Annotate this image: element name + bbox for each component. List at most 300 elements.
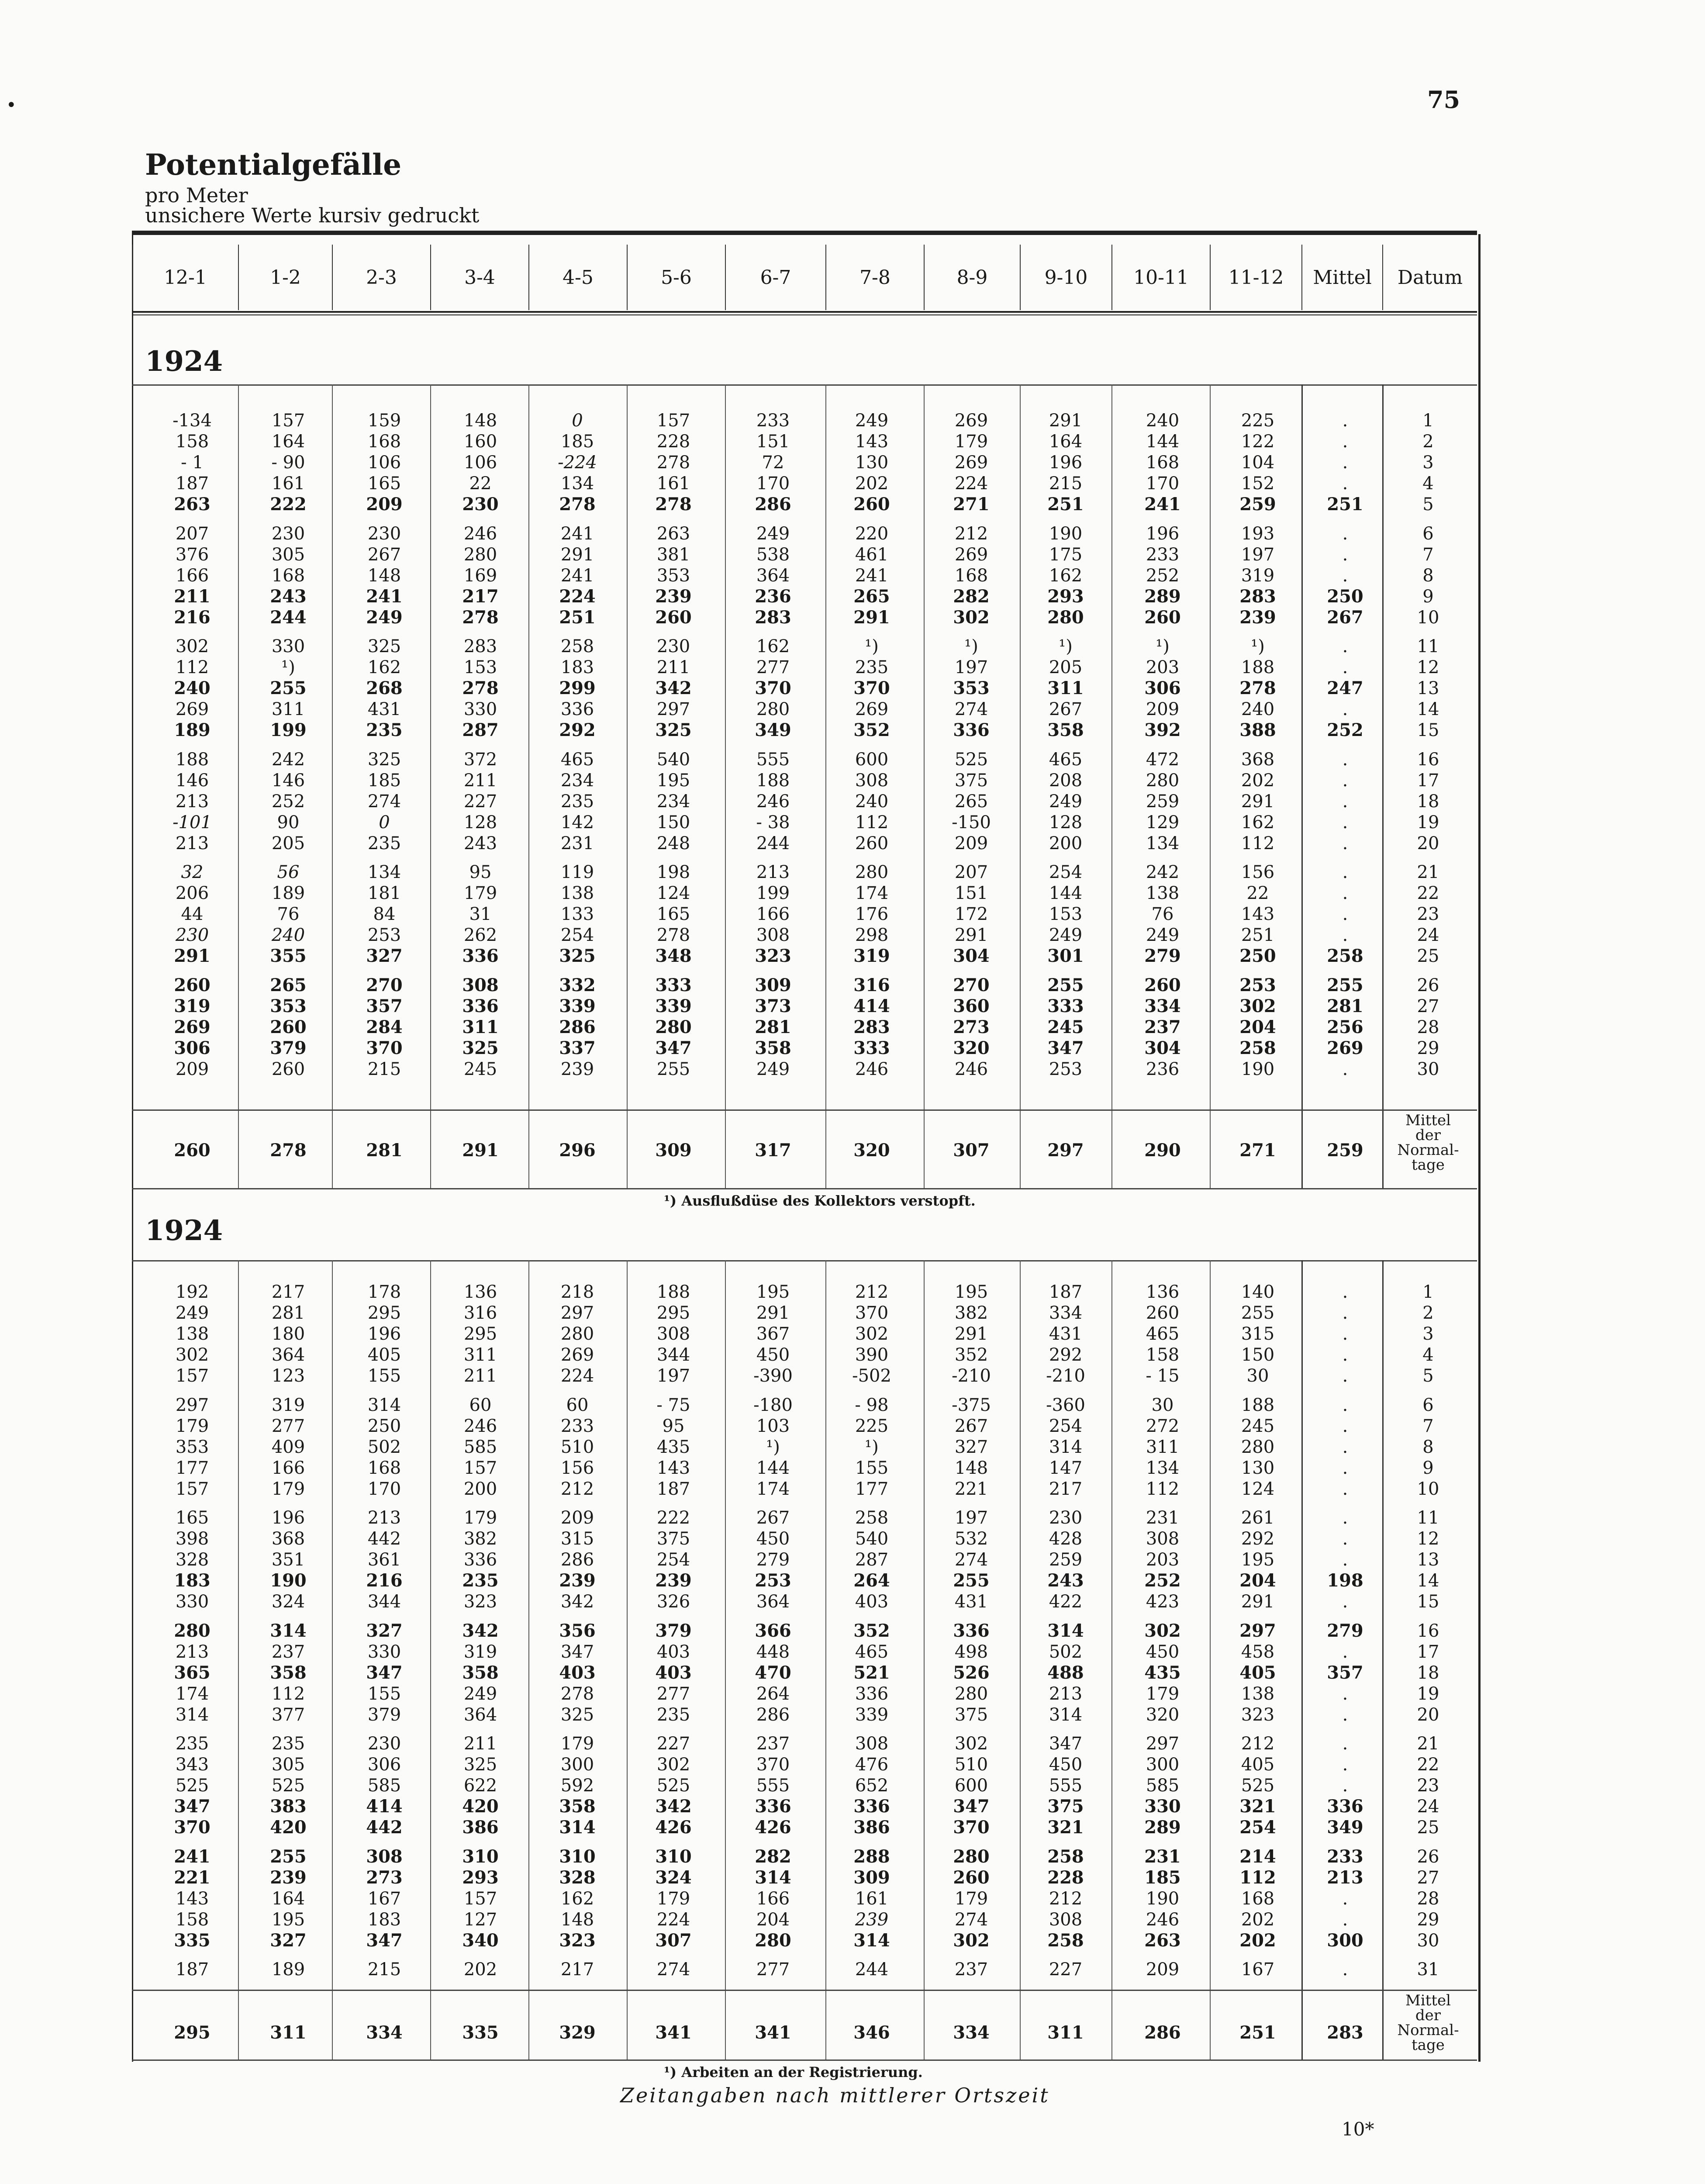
column-rule <box>627 1260 628 2060</box>
table-cell: . <box>1342 544 1348 565</box>
table-cell: 273 <box>366 1867 403 1888</box>
table-cell: 279 <box>1327 1620 1363 1641</box>
datum-cell: 8 <box>1422 1437 1434 1457</box>
table-cell: 293 <box>462 1867 499 1888</box>
table-cell: 450 <box>756 1529 790 1549</box>
section-top-rule <box>132 1260 1477 1261</box>
mean-value: 286 <box>1144 2022 1181 2043</box>
table-cell: 31 <box>469 904 492 925</box>
table-cell: 192 <box>175 1282 209 1302</box>
column-rule <box>332 1260 333 2060</box>
column-rule <box>332 384 333 1188</box>
table-cell: 244 <box>855 1959 889 1980</box>
table-cell: . <box>1342 1345 1348 1365</box>
table-cell: 221 <box>954 1479 988 1499</box>
table-cell: 323 <box>755 946 791 967</box>
mean-value: 290 <box>1144 1140 1181 1161</box>
column-header-hour-5: 4-5 <box>528 245 627 310</box>
table-cell: 196 <box>271 1508 305 1528</box>
column-rule <box>1111 1260 1112 2060</box>
table-cell: 357 <box>366 995 403 1016</box>
table-cell: 538 <box>756 544 790 565</box>
mean-value: 271 <box>1239 1140 1276 1161</box>
table-cell: 287 <box>855 1550 889 1570</box>
table-cell: 241 <box>174 1846 211 1867</box>
mean-bottom-rule <box>132 2060 1477 2061</box>
table-cell: 450 <box>1049 1755 1083 1775</box>
table-cell: 352 <box>853 720 890 741</box>
table-cell: . <box>1342 1458 1348 1478</box>
table-cell: 142 <box>560 812 594 833</box>
datum-cell: 8 <box>1422 565 1434 586</box>
table-cell: 200 <box>1049 833 1083 854</box>
table-cell: 308 <box>1146 1529 1180 1549</box>
table-cell: - 1 <box>181 453 204 473</box>
table-cell: 278 <box>656 453 690 473</box>
table-cell: 297 <box>175 1395 209 1415</box>
table-cell: 260 <box>270 1016 307 1037</box>
table-cell: 95 <box>469 862 492 882</box>
column-rule <box>1111 384 1112 1188</box>
table-cell: 32 <box>181 862 204 882</box>
column-header-hour-12: 11-12 <box>1210 245 1301 310</box>
table-cell: 250 <box>1239 946 1276 967</box>
table-cell: 179 <box>560 1734 594 1754</box>
table-cell: 314 <box>853 1930 890 1951</box>
table-cell: 260 <box>855 833 889 854</box>
table-cell: 342 <box>462 1620 499 1641</box>
table-cell: 217 <box>271 1282 305 1302</box>
table-cell: 215 <box>367 1059 401 1079</box>
table-cell: 273 <box>953 1016 990 1037</box>
table-cell: 157 <box>271 411 305 431</box>
table-cell: 106 <box>367 453 401 473</box>
mean-value: 291 <box>462 1140 499 1161</box>
table-cell: 239 <box>270 1867 307 1888</box>
table-cell: 245 <box>463 1059 497 1079</box>
table-cell: 167 <box>1241 1959 1275 1980</box>
mean-value: 346 <box>853 2022 890 2043</box>
table-cell: 162 <box>560 1888 594 1909</box>
table-cell: 382 <box>463 1529 497 1549</box>
datum-cell: 30 <box>1417 1930 1439 1951</box>
table-cell: 319 <box>271 1395 305 1415</box>
table-cell: 280 <box>954 1683 988 1704</box>
table-cell: 297 <box>656 699 690 720</box>
mean-value: 283 <box>1327 2022 1363 2043</box>
table-cell: . <box>1342 1282 1348 1302</box>
section-top-rule <box>132 384 1477 386</box>
table-cell: . <box>1342 904 1348 925</box>
mean-value: 278 <box>270 1140 307 1161</box>
table-cell: 323 <box>1241 1704 1275 1725</box>
table-cell: 243 <box>463 833 497 854</box>
table-cell: 253 <box>367 925 401 946</box>
table-cell: 292 <box>1049 1345 1083 1365</box>
table-cell: 280 <box>855 862 889 882</box>
table-cell: 189 <box>271 1959 305 1980</box>
table-cell: 209 <box>1146 1959 1180 1980</box>
table-cell: 525 <box>175 1776 209 1796</box>
table-cell: 392 <box>1144 720 1181 741</box>
table-cell: 236 <box>755 586 791 607</box>
table-cell: 585 <box>1146 1776 1180 1796</box>
table-cell: . <box>1342 453 1348 473</box>
table-cell: 325 <box>559 946 596 967</box>
table-cell: . <box>1342 411 1348 431</box>
table-cell: 90 <box>277 812 300 833</box>
table-cell: 158 <box>1146 1345 1180 1365</box>
table-cell: 249 <box>1049 791 1083 812</box>
table-cell: 190 <box>1241 1059 1275 1079</box>
table-cell: 414 <box>853 995 890 1016</box>
table-cell: 314 <box>367 1395 401 1415</box>
table-cell: 287 <box>462 720 499 741</box>
table-cell: 302 <box>953 1930 990 1951</box>
table-cell: 76 <box>1151 904 1174 925</box>
table-cell: 330 <box>271 636 305 657</box>
table-cell: 308 <box>366 1846 403 1867</box>
table-cell: 164 <box>271 432 305 452</box>
column-rule <box>725 1260 726 2060</box>
table-cell: 213 <box>367 1508 401 1528</box>
table-cell: 151 <box>756 432 790 452</box>
table-cell: 260 <box>853 494 890 515</box>
table-cell: 207 <box>954 862 988 882</box>
table-cell: 209 <box>175 1059 209 1079</box>
table-cell: 241 <box>855 565 889 586</box>
table-cell: 230 <box>367 1734 401 1754</box>
table-cell: 327 <box>954 1437 988 1457</box>
table-cell: . <box>1342 1416 1348 1436</box>
table-cell: 230 <box>271 523 305 544</box>
table-cell: 305 <box>271 1755 305 1775</box>
table-cell: 526 <box>953 1662 990 1683</box>
table-cell: 325 <box>463 1755 497 1775</box>
table-cell: 112 <box>271 1683 305 1704</box>
column-header-hour-9: 8-9 <box>924 245 1020 310</box>
table-cell: 235 <box>366 720 403 741</box>
table-cell: 379 <box>270 1037 307 1058</box>
table-cell: 319 <box>1241 565 1275 586</box>
table-cell: 157 <box>175 1479 209 1499</box>
table-cell: 336 <box>855 1683 889 1704</box>
table-cell: 302 <box>175 636 209 657</box>
table-cell: 360 <box>953 995 990 1016</box>
table-cell: 283 <box>853 1016 890 1037</box>
table-cell: 248 <box>656 833 690 854</box>
table-cell: 112 <box>1241 833 1275 854</box>
table-cell: 239 <box>559 1570 596 1591</box>
table-cell: 103 <box>756 1416 790 1436</box>
table-cell: 214 <box>1239 1846 1276 1867</box>
table-cell: 168 <box>367 432 401 452</box>
datum-cell: 5 <box>1422 1366 1434 1386</box>
table-cell: 277 <box>756 1959 790 1980</box>
table-cell: 189 <box>271 883 305 904</box>
table-cell: 155 <box>367 1366 401 1386</box>
table-cell: 308 <box>1049 1909 1083 1930</box>
table-cell: 227 <box>463 791 497 812</box>
column-rule <box>924 1260 925 2060</box>
table-cell: 386 <box>462 1817 499 1838</box>
table-cell: 209 <box>1146 699 1180 720</box>
table-cell: 179 <box>1146 1683 1180 1704</box>
table-cell: 237 <box>756 1734 790 1754</box>
table-cell: 122 <box>1241 432 1275 452</box>
table-cell: . <box>1342 699 1348 720</box>
table-cell: 291 <box>1049 411 1083 431</box>
table-cell: 388 <box>1239 720 1276 741</box>
table-cell: 521 <box>853 1662 890 1683</box>
table-cell: 130 <box>855 453 889 473</box>
table-cell: 134 <box>1146 833 1180 854</box>
table-cell: . <box>1342 432 1348 452</box>
table-cell: 157 <box>463 1458 497 1478</box>
table-cell: 283 <box>755 607 791 628</box>
table-cell: 236 <box>1146 1059 1180 1079</box>
table-cell: 304 <box>1144 1037 1181 1058</box>
table-cell: 265 <box>853 586 890 607</box>
table-cell: 230 <box>656 636 690 657</box>
table-cell: 254 <box>1049 862 1083 882</box>
mean-row-label: Mittel <box>1405 1112 1451 1129</box>
datum-cell: 14 <box>1417 1571 1439 1591</box>
table-cell: 344 <box>367 1592 401 1612</box>
table-cell: 240 <box>1241 699 1275 720</box>
table-cell: -224 <box>558 453 597 473</box>
table-cell: 157 <box>175 1366 209 1386</box>
table-cell: 280 <box>953 1846 990 1867</box>
table-cell: 258 <box>1047 1846 1084 1867</box>
table-cell: 244 <box>756 833 790 854</box>
table-cell: 179 <box>954 432 988 452</box>
table-cell: 198 <box>656 862 690 882</box>
table-cell: 263 <box>1144 1930 1181 1951</box>
table-cell: 336 <box>462 946 499 967</box>
table-cell: 241 <box>366 586 403 607</box>
table-cell: 237 <box>954 1959 988 1980</box>
table-cell: 157 <box>656 411 690 431</box>
table-cell: 291 <box>1241 1592 1275 1612</box>
table-cell: 254 <box>1049 1416 1083 1436</box>
mean-row-label: Normal- <box>1397 1141 1459 1159</box>
table-cell: . <box>1342 473 1348 494</box>
table-cell: 333 <box>655 975 692 995</box>
table-cell: 95 <box>662 1416 685 1436</box>
table-cell: . <box>1342 791 1348 812</box>
datum-cell: 9 <box>1422 586 1434 607</box>
table-cell: 221 <box>174 1867 211 1888</box>
table-cell: 234 <box>656 791 690 812</box>
table-cell: 269 <box>954 544 988 565</box>
table-cell: 168 <box>1241 1888 1275 1909</box>
table-cell: ¹) <box>1059 636 1073 657</box>
table-cell: 271 <box>953 494 990 515</box>
table-cell: 206 <box>175 883 209 904</box>
table-cell: 258 <box>1047 1930 1084 1951</box>
table-cell: 315 <box>1241 1324 1275 1344</box>
table-cell: 178 <box>367 1282 401 1302</box>
table-cell: 358 <box>755 1037 791 1058</box>
table-cell: 197 <box>954 1508 988 1528</box>
datum-cell: 18 <box>1417 791 1439 812</box>
table-cell: 104 <box>1241 453 1275 473</box>
table-cell: 356 <box>559 1620 596 1641</box>
table-cell: 315 <box>560 1529 594 1549</box>
table-cell: 269 <box>174 1016 211 1037</box>
mean-value: 251 <box>1239 2022 1276 2043</box>
table-cell: 267 <box>954 1416 988 1436</box>
table-cell: 235 <box>462 1570 499 1591</box>
table-cell: 246 <box>855 1059 889 1079</box>
table-cell: 0 <box>379 812 390 833</box>
table-cell: 166 <box>271 1458 305 1478</box>
table-cell: 164 <box>271 1888 305 1909</box>
table-cell: ¹) <box>865 636 879 657</box>
table-cell: 260 <box>271 1059 305 1079</box>
column-header-hour-1: 12-1 <box>132 245 238 310</box>
table-cell: 168 <box>271 565 305 586</box>
table-cell: 282 <box>953 586 990 607</box>
table-cell: 174 <box>756 1479 790 1499</box>
table-cell: 134 <box>367 862 401 882</box>
table-cell: 215 <box>1049 473 1083 494</box>
table-cell: ¹) <box>1251 636 1265 657</box>
datum-cell: 23 <box>1417 1776 1439 1796</box>
table-cell: 260 <box>953 1867 990 1888</box>
column-rule <box>238 384 239 1188</box>
table-cell: 264 <box>756 1683 790 1704</box>
table-cell: 200 <box>463 1479 497 1499</box>
table-cell: 525 <box>656 1776 690 1796</box>
datum-cell: 15 <box>1417 1592 1439 1612</box>
table-cell: 277 <box>756 657 790 678</box>
table-cell: 347 <box>366 1662 403 1683</box>
table-cell: 323 <box>463 1592 497 1612</box>
datum-cell: 13 <box>1417 1550 1439 1570</box>
table-cell: 321 <box>1239 1796 1276 1817</box>
table-cell: 458 <box>1241 1641 1275 1662</box>
table-cell: . <box>1342 636 1348 657</box>
mean-value: 334 <box>953 2022 990 2043</box>
table-cell: 403 <box>655 1662 692 1683</box>
table-cell: 252 <box>271 791 305 812</box>
table-cell: 169 <box>463 565 497 586</box>
datum-cell: 28 <box>1417 1017 1439 1037</box>
mean-value: 297 <box>1047 1140 1084 1161</box>
table-cell: 622 <box>463 1776 497 1796</box>
table-cell: 431 <box>954 1592 988 1612</box>
table-cell: 204 <box>1239 1570 1276 1591</box>
table-cell: 334 <box>1144 995 1181 1016</box>
table-cell: 333 <box>1047 995 1084 1016</box>
table-cell: 472 <box>1146 749 1180 770</box>
table-cell: 143 <box>175 1888 209 1909</box>
table-cell: 302 <box>953 607 990 628</box>
table-cell: 179 <box>463 883 497 904</box>
table-cell: 502 <box>1049 1641 1083 1662</box>
table-cell: 403 <box>656 1641 690 1662</box>
table-cell: 309 <box>853 1867 890 1888</box>
table-cell: 375 <box>954 1704 988 1725</box>
table-cell: 196 <box>367 1324 401 1344</box>
table-cell: 267 <box>1327 607 1363 628</box>
table-cell: 269 <box>1327 1037 1363 1058</box>
table-cell: 309 <box>755 975 791 995</box>
table-cell: 44 <box>181 904 204 925</box>
table-cell: 291 <box>174 946 211 967</box>
table-cell: 190 <box>1146 1888 1180 1909</box>
table-cell: 143 <box>656 1458 690 1478</box>
table-cell: 148 <box>367 565 401 586</box>
table-cell: 532 <box>954 1529 988 1549</box>
table-cell: 310 <box>655 1846 692 1867</box>
table-cell: 205 <box>1049 657 1083 678</box>
table-cell: 311 <box>1047 678 1084 699</box>
table-cell: 349 <box>1327 1817 1363 1838</box>
table-cell: 361 <box>367 1550 401 1570</box>
datum-cell: 24 <box>1417 925 1439 946</box>
table-cell: 319 <box>463 1641 497 1662</box>
table-cell: 292 <box>559 720 596 741</box>
table-cell: 188 <box>756 770 790 791</box>
table-cell: . <box>1342 925 1348 946</box>
table-cell: 165 <box>175 1508 209 1528</box>
table-cell: 188 <box>1241 657 1275 678</box>
header-bottom-rule-thin <box>132 314 1477 315</box>
table-cell: 155 <box>367 1683 401 1704</box>
table-cell: 370 <box>953 1817 990 1838</box>
table-cell: 227 <box>1049 1959 1083 1980</box>
table-cell: 332 <box>559 975 596 995</box>
mean-value: 334 <box>366 2022 403 2043</box>
table-cell: 243 <box>1047 1570 1084 1591</box>
page-title: Potentialgefälle <box>145 148 402 182</box>
table-cell: 195 <box>954 1282 988 1302</box>
table-cell: 158 <box>175 1909 209 1930</box>
table-cell: 160 <box>463 432 497 452</box>
table-cell: 230 <box>367 523 401 544</box>
table-cell: 328 <box>559 1867 596 1888</box>
datum-cell: 28 <box>1417 1888 1439 1909</box>
column-rule <box>1210 384 1211 1188</box>
table-cell: 365 <box>174 1662 211 1683</box>
table-cell: - 75 <box>656 1395 690 1415</box>
table-cell: 183 <box>367 1909 401 1930</box>
table-cell: 260 <box>174 975 211 995</box>
table-cell: 152 <box>1241 473 1275 494</box>
table-cell: 300 <box>1146 1755 1180 1775</box>
table-cell: . <box>1342 1734 1348 1754</box>
table-cell: 351 <box>271 1550 305 1570</box>
table-cell: 249 <box>175 1303 209 1324</box>
table-cell: 510 <box>560 1437 594 1457</box>
table-cell: 431 <box>1049 1324 1083 1344</box>
table-cell: -360 <box>1046 1395 1085 1415</box>
table-cell: 202 <box>1241 1909 1275 1930</box>
table-cell: 403 <box>855 1592 889 1612</box>
mean-value: 317 <box>755 1140 791 1161</box>
table-cell: 308 <box>462 975 499 995</box>
table-cell: 179 <box>954 1888 988 1909</box>
table-cell: 323 <box>559 1930 596 1951</box>
table-cell: 281 <box>271 1303 305 1324</box>
table-cell: 263 <box>174 494 211 515</box>
table-cell: 179 <box>463 1508 497 1528</box>
table-cell: 156 <box>1241 862 1275 882</box>
table-cell: 339 <box>559 995 596 1016</box>
